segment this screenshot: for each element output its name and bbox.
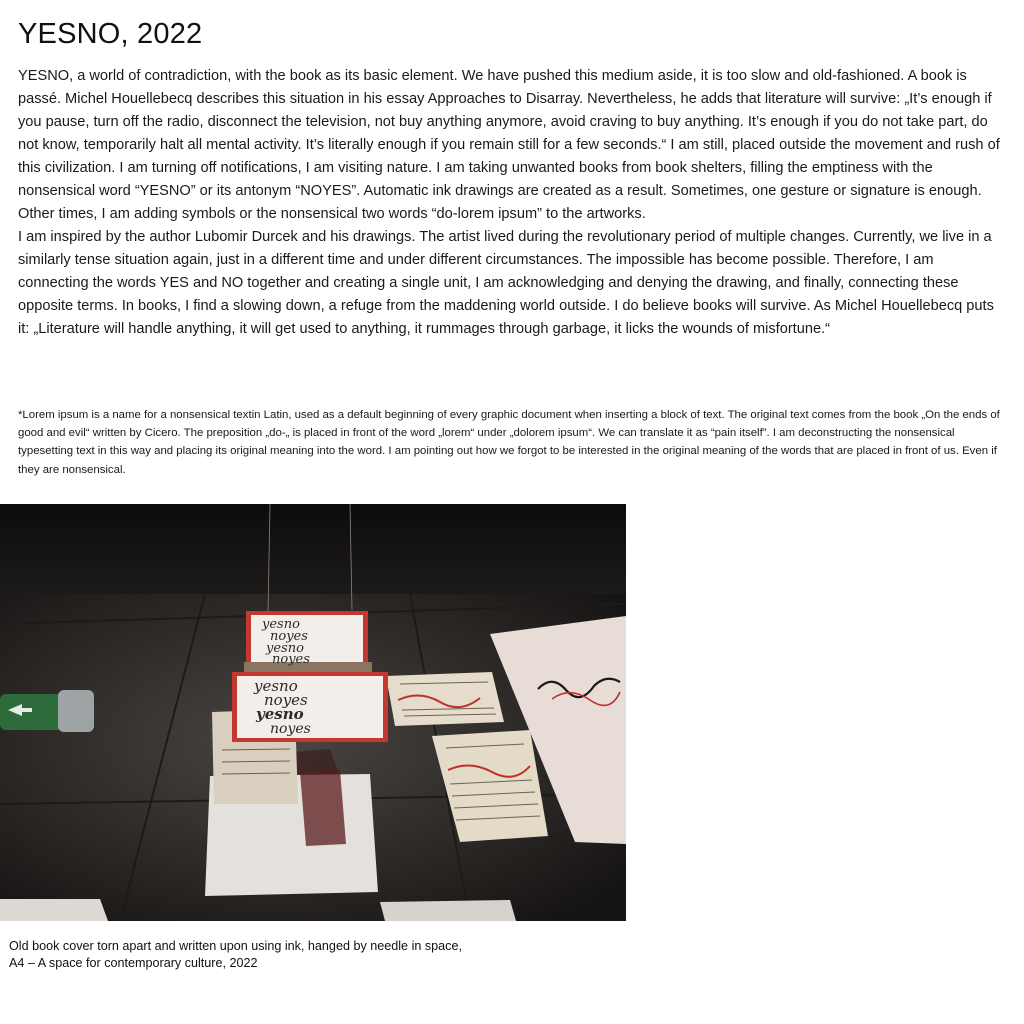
back-wall — [0, 504, 626, 594]
handwriting-8: noyes — [270, 721, 311, 737]
floor-paper-stain — [300, 770, 346, 846]
installation-photo — [0, 504, 626, 921]
body-text: YESNO, a world of contradiction, with the book as its basic element. We have pushed this medium aside, it is too slow and old-fashioned. A book is passé. Michel Houellebecq describes this situation in his essay Approaches to Disarray. Nevertheless, he adds that literature will survive: „It’s enough if you pause, turn off the radio, disconnect the television, not buy anything anymore, avoid craving to buy anything. It’s enough if you do not take part, do not know, temporarily halt all mental activity. It’s literally enough if you remain still for a few seconds.“ I am still, placed outside the movement and rush of this civilization. I am turning off notifications, I am visiting nature. I am taking unwanted books from book shelters, filling the emptiness with the nonsensical word “YESNO” or its antonym “NOYES”. Automatic ink drawings are created as a result. Sometimes, one gesture or signature is enough. Other times, I am adding symbols or the nonsensical two words “do-lorem ipsum” to the artworks. I am inspired by the author Lubomir Durcek and his drawings. The artist lived during the revolutionary period of multiple changes. Currently, we live in a similarly tense situation again, just in a different time and under different circumstances. The impossible has become possible. Therefore, I am connecting the words YES and NO together and creating a single unit, I am acknowledging and denying the drawing, and finally, connecting these opposite terms. In books, I find a slowing down, a refuge from the maddening world outside. I do believe books will survive. As Michel Houellebecq puts it: „Literature will handle anything, it will get used to anything, it rummages through garbage, it licks the wounds of misfortune.“ — [18, 68, 1000, 337]
handwriting-5: yesno — [254, 677, 298, 695]
book-page-1 — [386, 672, 504, 726]
installation-photo-drawing — [0, 504, 626, 921]
handwriting-4: noyes — [272, 652, 310, 667]
handwriting-2: noyes — [270, 629, 308, 644]
handwriting-6: noyes — [264, 691, 308, 709]
handwriting-3: yesno — [266, 641, 304, 656]
floor-paper-left — [0, 899, 108, 921]
caption-line-1: Old book cover torn apart and written upon using ink, hanged by needle in space, — [9, 939, 462, 953]
floor-paper-bottom — [380, 900, 516, 921]
photo-caption — [9, 938, 629, 972]
handwriting-1: yesno — [262, 617, 300, 632]
caption-line-2: A4 – A space for contemporary culture, 2022 — [9, 956, 258, 970]
page-title: YESNO, 2022 — [18, 18, 203, 50]
footnote: *Lorem ipsum is a name for a nonsensical textin Latin, used as a default beginning of every graphic document when inserting a block of text. The original text comes from the book „On the ends of good and evil“ written by Cicero. The preposition „do-„ is placed in front of the word „lorem“ under „dolorem ipsum“. We can translate it as “pain itself”. I am deconstructing the nonsensical typesetting text in this way and placing its original meaning into the word. I am pointing out how we forgot to be interested in the original meaning of the words that are placed in front of us. Even if they are nonsensical. — [18, 409, 1000, 476]
lighter-head — [58, 690, 94, 732]
handwriting-7: yesno — [256, 705, 304, 723]
